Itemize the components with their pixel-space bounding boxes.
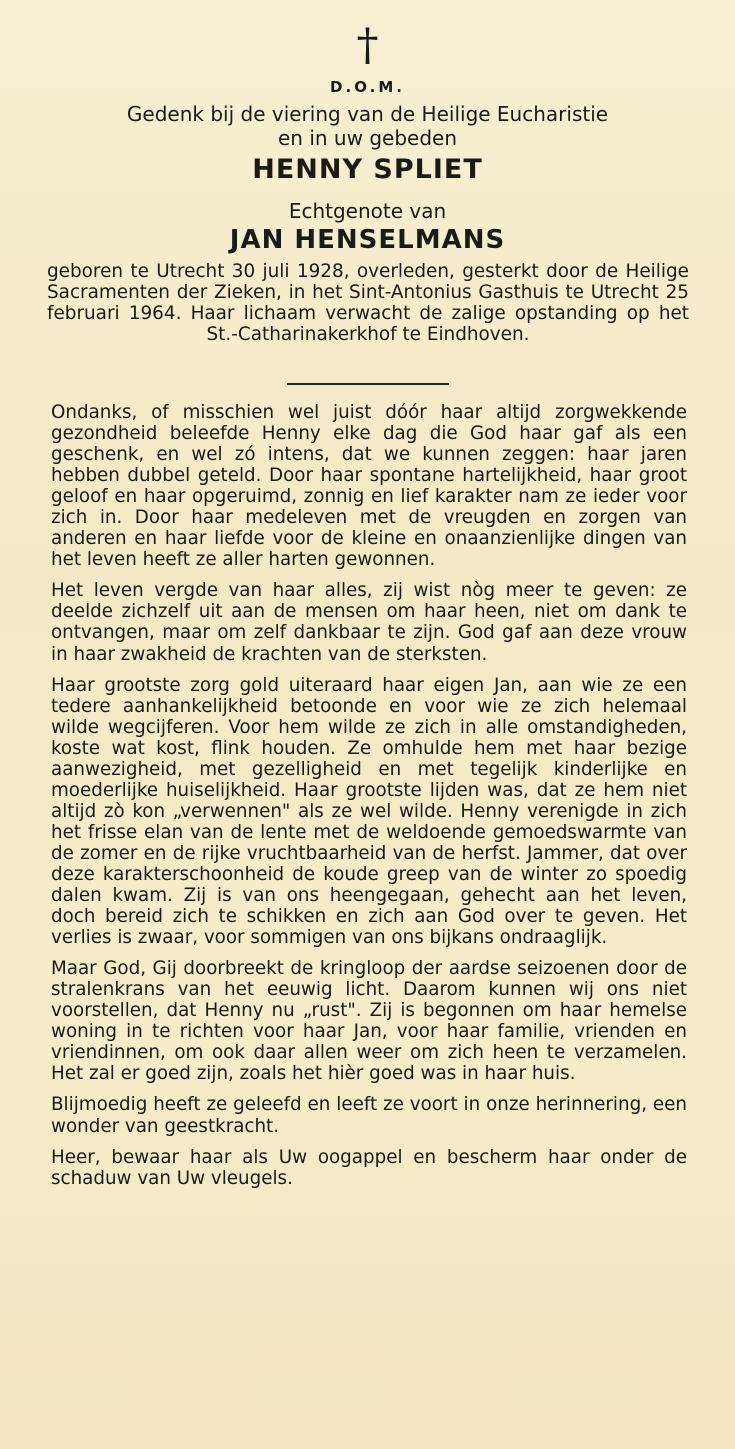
divider	[287, 383, 449, 385]
paragraph: Heer, bewaar haar als Uw oogappel en bescherm haar onder de schaduw van Uw vleugels.	[51, 1146, 687, 1189]
paragraph: Blijmoedig heeft ze geleefd en leeft ze voort in onze herinnering, een wonder van geestkracht.	[51, 1094, 687, 1137]
paragraph: Ondanks, of misschien wel juist dóór haar altijd zorgwekkende gezondheid beleefde Henny elke dag die God haar gaf als een geschenk, en wel zó intens, dat we kunnen zeggen: haar jaren hebben dubbel geteld. Door haar spontane hartelijkheid, haar groot geloof en haar opgeruimd, zonnig en lief karakter nam ze ieder voor zich in. Door haar medeleven met de vreugden en zorgen van anderen en haar liefde voor de kleine en onaanzienlijke dingen van het leven heeft ze aller harten gewonnen.	[51, 402, 687, 571]
cross-icon: †	[356, 20, 379, 71]
dedication-line-2: en in uw gebeden	[278, 126, 457, 150]
dom-inscription: D.O.M.	[330, 78, 405, 96]
memorial-text	[51, 402, 687, 1199]
spouse-name: JAN HENSELMANS	[229, 225, 506, 255]
deceased-name: HENNY SPLIET	[252, 154, 483, 185]
paragraph: Haar grootste zorg gold uiteraard haar eigen Jan, aan wie ze een tedere aanhankelijkheid betoonde en voor wie ze zich helemaal wilde wegcijferen. Voor hem wilde ze zich in alle omstandigheden, koste wat kost, flink houden. Ze omhulde hem met haar bezige aanwezigheid, met gezelligheid en met tegelijk kinderlijke en moederlijke huiselijkheid. Haar grootste lijden was, dat ze hem niet altijd zò kon „verwennen" als ze wel wilde. Henny verenigde in zich het frisse elan van de lente met de weldoende gemoedswarmte van de zomer en de rijke vruchtbaarheid van de herfst. Jammer, dat over deze karakterschoonheid de koude greep van de winter zo spoedig dalen kwam. Zij is van ons heengegaan, gehecht aan het leven, doch bereid zich te schikken en zich aan God over te geven. Het verlies is zwaar, voor sommigen van ons bijkans ondraaglijk.	[51, 674, 687, 949]
paragraph: Het leven vergde van haar alles, zij wist nòg meer te geven: ze deelde zichzelf uit aan de mensen om haar heen, niet om dank te ontvangen, maar om zelf dankbaar te zijn. God gaf aan deze vrouw in haar zwakheid de krachten van de sterksten.	[51, 580, 687, 665]
life-facts: geboren te Utrecht 30 juli 1928, overleden, gesterkt door de Heilige Sacramenten der Zieken, in het Sint-Antonius Gasthuis te Utrecht 25 februari 1964. Haar lichaam verwacht de zalige opstanding op het St.-Catharinakerkhof te Eindhoven.	[47, 261, 689, 345]
paragraph: Maar God, Gij doorbreekt de kringloop der aardse seizoenen door de stralenkrans van het eeuwig licht. Daarom kunnen wij ons niet voorstellen, dat Henny nu „rust". Zij is begonnen om haar hemelse woning in te richten voor haar Jan, voor haar familie, vrienden en vriendinnen, om ook daar allen weer om zich heen te verzamelen. Het zal er goed zijn, zoals het hièr goed was in haar huis.	[51, 958, 687, 1085]
spouse-intro: Echtgenote van	[288, 199, 447, 223]
dedication-line-1: Gedenk bij de viering van de Heilige Eucharistie	[126, 102, 609, 126]
